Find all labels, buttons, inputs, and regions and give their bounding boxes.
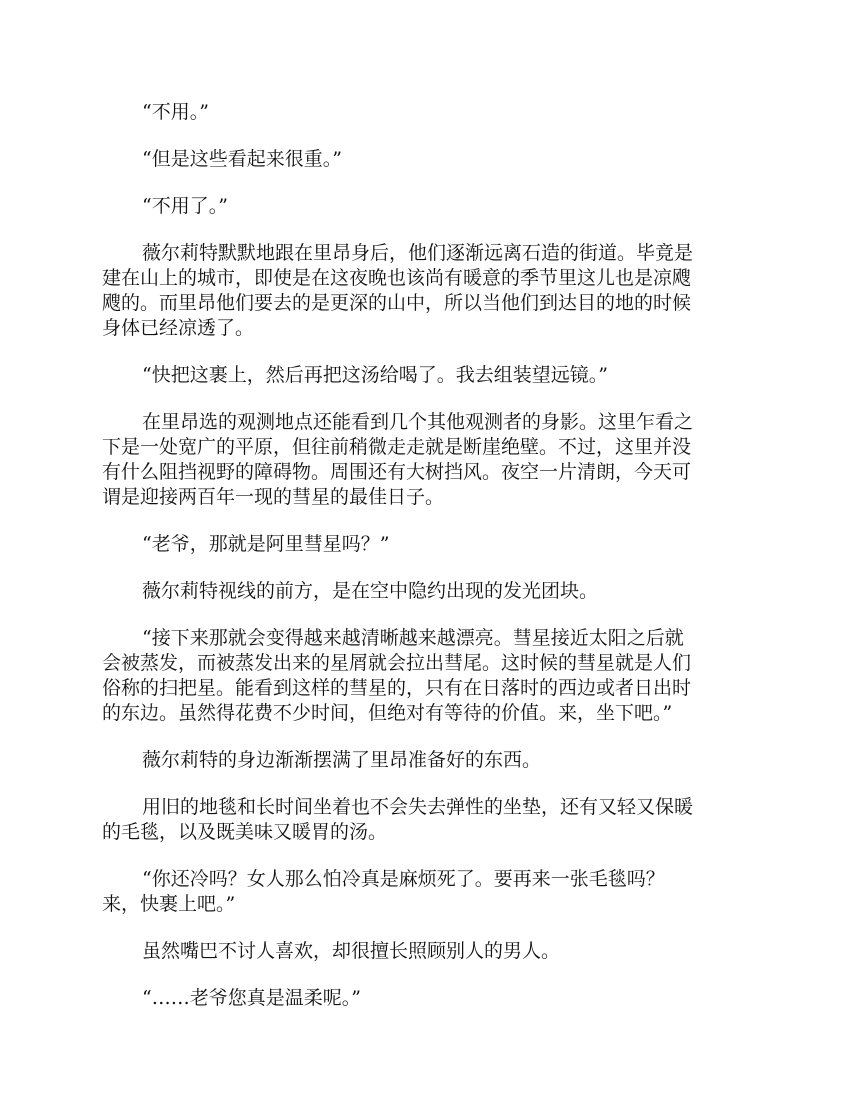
paragraph: “不用。”	[142, 101, 209, 123]
paragraph: 薇尔莉特的身边渐渐摆满了里昂准备好的东西。	[142, 749, 542, 771]
paragraph: 虽然嘴巴不讨人喜欢，却很擅长照顾别人的男人。	[142, 940, 561, 962]
body-text	[102, 100, 782, 1033]
paragraph: 薇尔莉特默默地跟在里昂身后，他们逐渐远离石造的街道。毕竟是 建在山上的城市，即使是在这夜晚也该尚有暖意的季节里这儿也是凉飕 飕的。而里昂他们要去的是更深的山中，所以当他们到达目的地的时候 身体已经凉透了。	[102, 242, 694, 339]
paragraph: 在里昂选的观测地点还能看到几个其他观测者的身影。这里乍看之 下是一处宽广的平原，但往前稍微走走就是断崖绝壁。不过，这里并没 有什么阻挡视野的障碍物。周围还有大树挡风。夜空一片清朗，今天可 谓是迎接两百年一现的彗星的最佳日子。	[102, 411, 694, 508]
paragraph: “老爷，那就是阿里彗星吗？”	[142, 533, 390, 555]
paragraph: “但是这些看起来很重。”	[142, 148, 342, 170]
paragraph: “快把这裹上，然后再把这汤给喝了。我去组装望远镜。”	[142, 364, 608, 386]
paragraph: “你还冷吗？女人那么怕冷真是麻烦死了。要再来一张毛毯吗？ 来，快裹上吧。”	[102, 868, 665, 915]
paragraph: “……老爷您真是温柔呢。”	[142, 987, 361, 1009]
paragraph: 薇尔莉特视线的前方，是在空中隐约出现的发光团块。	[142, 580, 599, 602]
paragraph: 用旧的地毯和长时间坐着也不会失去弹性的坐垫，还有又轻又保暖 的毛毯，以及既美味又暖胃的汤。	[102, 796, 694, 843]
paragraph: “接下来那就会变得越来越清晰越来越漂亮。彗星接近太阳之后就 会被蒸发，而被蒸发出来的星屑就会拉出彗尾。这时候的彗星就是人们 俗称的扫把星。能看到这样的彗星的，只有在日落时的西边或者日出时 的东边。虽然得花费不少时间，但绝对有等待的价值。来，坐下吧。”	[102, 627, 692, 724]
paragraph: “不用了。”	[142, 195, 228, 217]
